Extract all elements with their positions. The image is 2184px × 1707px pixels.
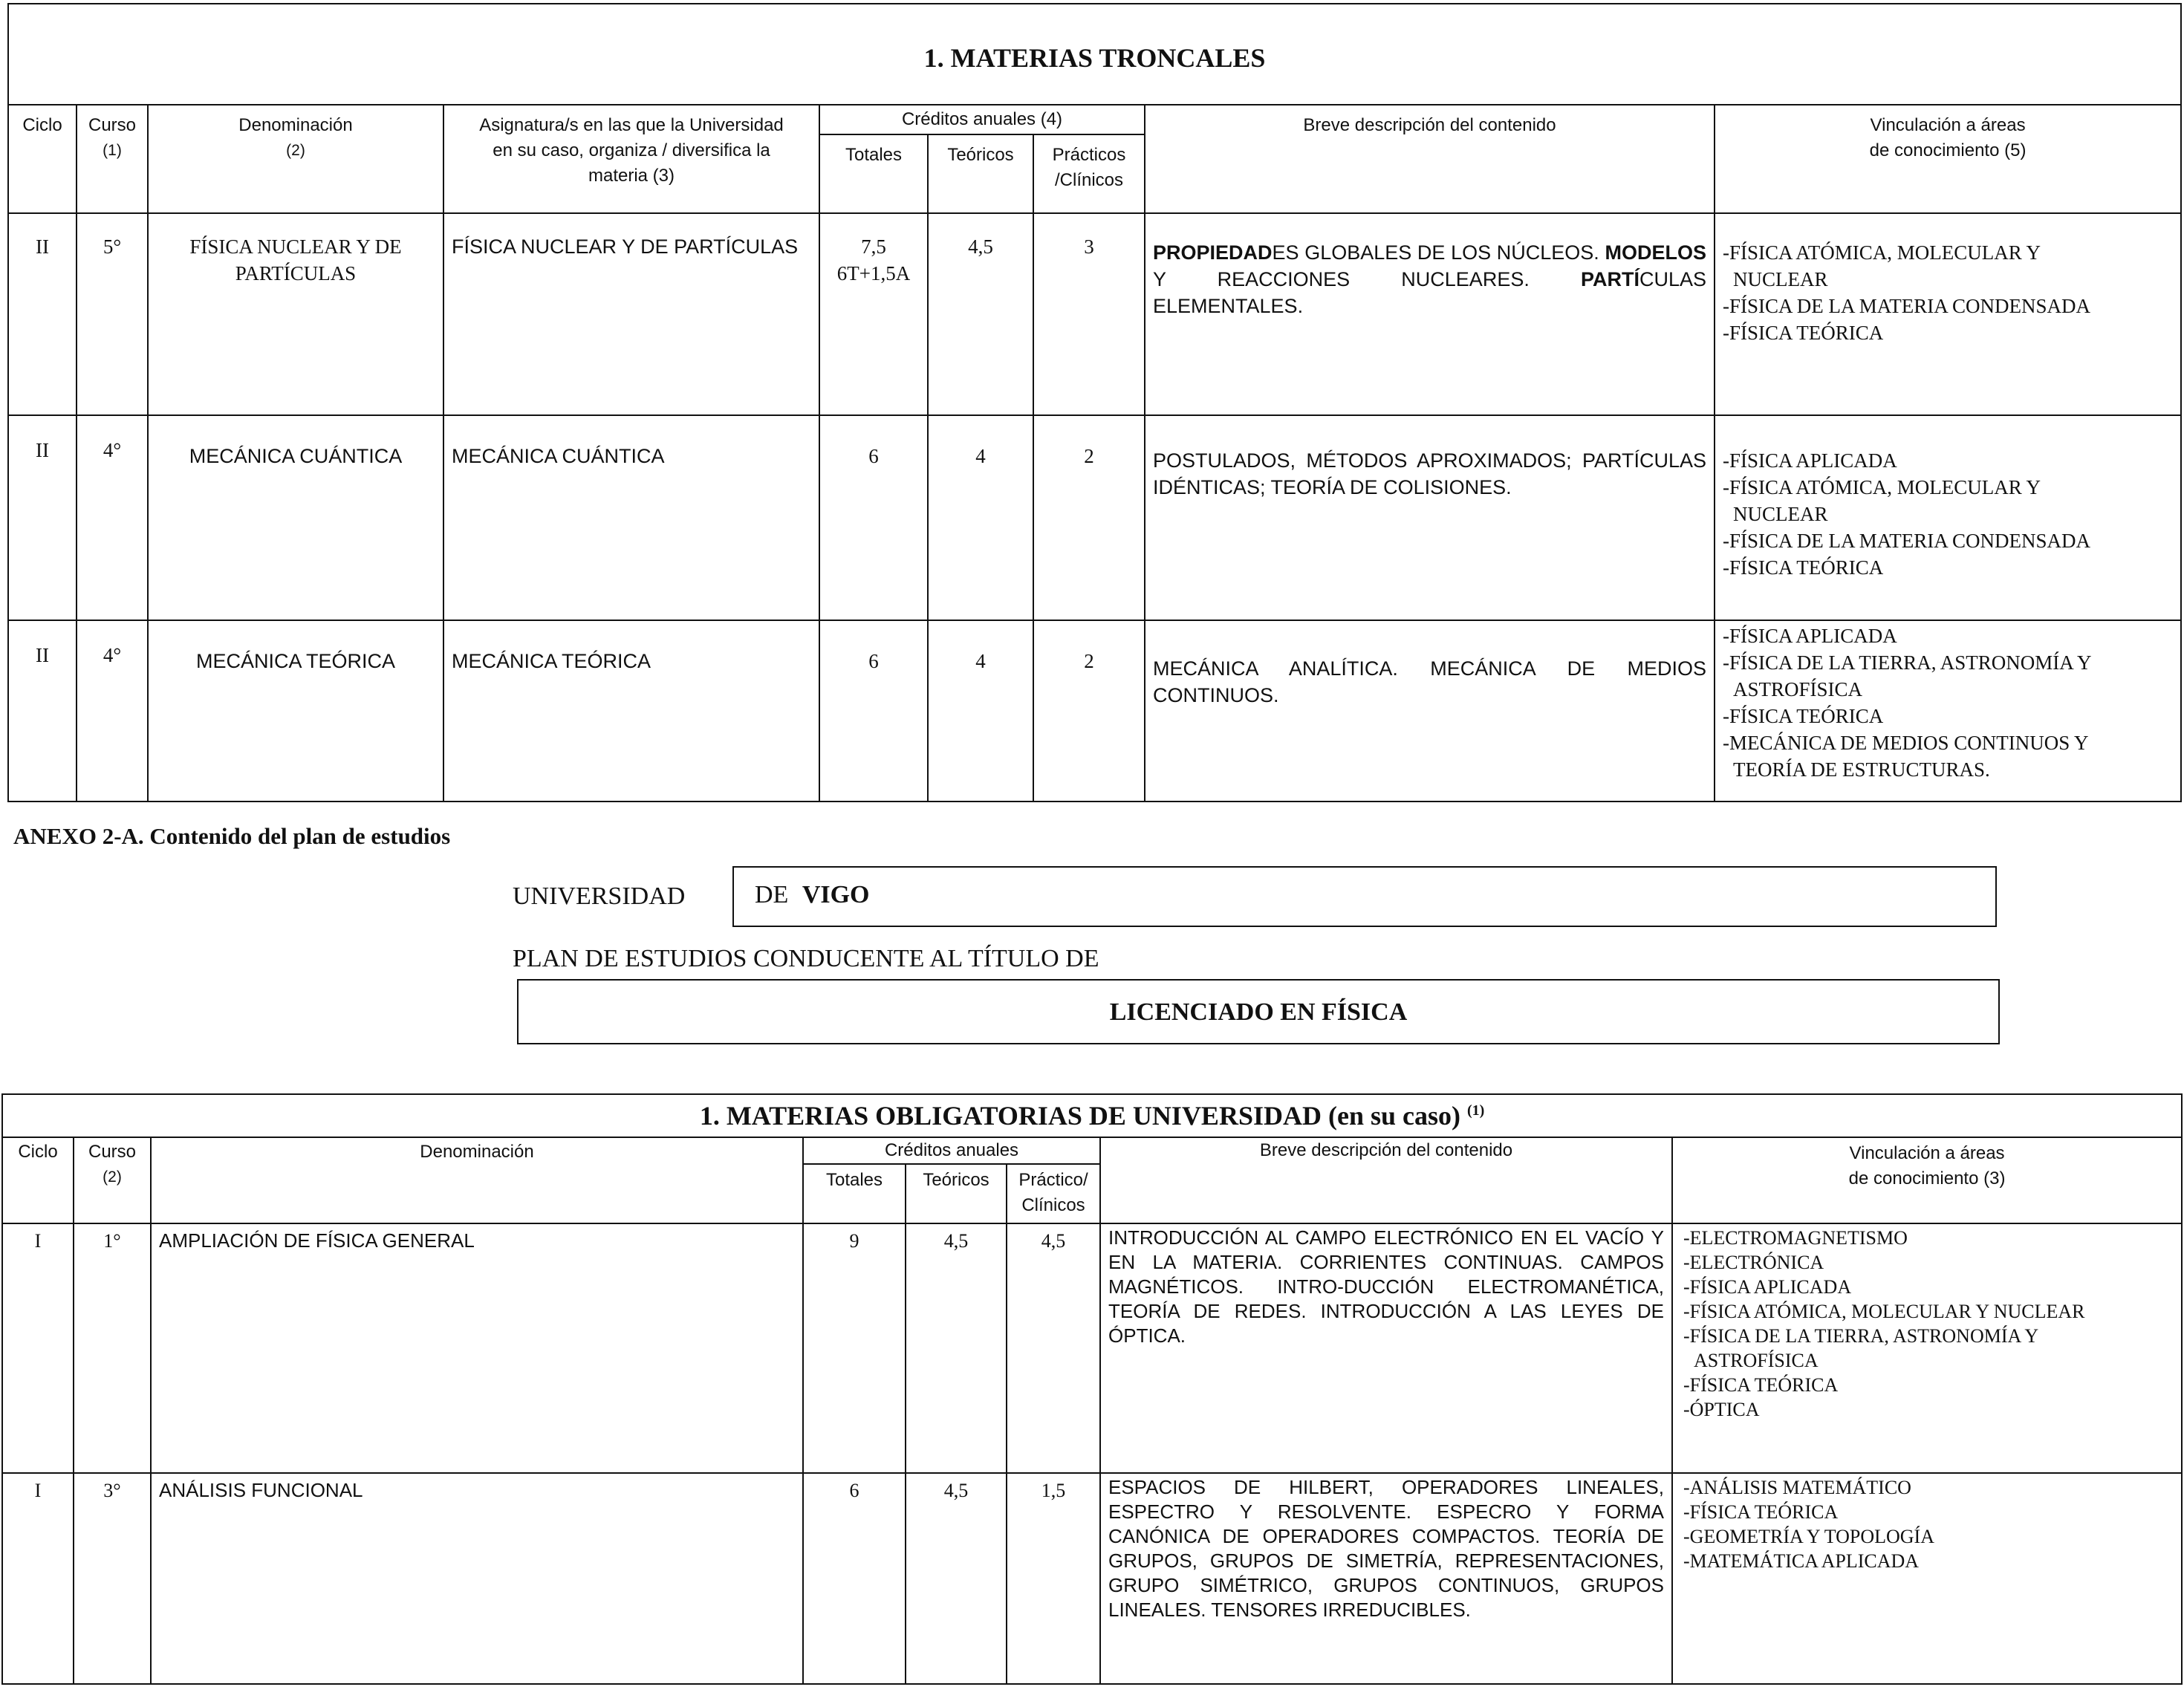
area-item: -ELECTROMAGNETISMO [1683,1227,1908,1249]
area-item: -ÓPTICA [1683,1399,1760,1420]
cell-totales: 9 [803,1223,906,1473]
area-item: TEORÍA DE ESTRUCTURAS. [1733,758,1990,781]
area-item: -FÍSICA APLICADA [1723,449,1897,472]
cell-curso: 3° [74,1473,151,1684]
cell-curso: 4° [77,415,148,620]
header-practicos: Práctico/ Clínicos [1007,1164,1100,1223]
cell-curso: 4° [77,620,148,802]
area-item: NUCLEAR [1733,503,1828,525]
cell-teoricos: 4 [928,620,1033,802]
area-item: -FÍSICA APLICADA [1683,1276,1852,1298]
header-curso: Curso (2) [74,1137,151,1223]
cell-areas [1715,620,2181,802]
cell-teoricos: 4,5 [928,213,1033,415]
cell-denominacion: AMPLIACIÓN DE FÍSICA GENERAL [151,1223,803,1473]
obligatorias-table [1,1093,2183,1685]
universidad-label: UNIVERSIDAD [513,882,686,910]
cell-practicos: 1,5 [1007,1473,1100,1684]
header-creditos: Créditos anuales (4) [819,105,1145,134]
cell-areas [1715,415,2181,620]
header-totales: Totales [819,134,928,213]
area-item: -FÍSICA TEÓRICA [1723,705,1884,727]
area-item: -GEOMETRÍA Y TOPOLOGÍA [1683,1526,1934,1547]
cell-totales: 6 [803,1473,906,1684]
area-item: -MECÁNICA DE MEDIOS CONTINUOS Y [1723,732,2089,754]
area-item: -FÍSICA TEÓRICA [1723,322,1884,344]
header-vinculacion: Vinculación a áreas de conocimiento (3) [1672,1137,2182,1223]
obligatorias-title: 1. MATERIAS OBLIGATORIAS DE UNIVERSIDAD (en su caso) $^{(1)}$ [2,1094,2182,1137]
cell-descripcion: POSTULADOS, MÉTODOS APROXIMADOS; PARTÍCULAS IDÉNTICAS; TEORÍA DE COLISIONES. [1145,415,1715,620]
area-item: -MATEMÁTICA APLICADA [1683,1550,1920,1572]
cell-totales: 7,5 6T+1,5A [819,213,928,415]
cell-ciclo: I [2,1223,74,1473]
cell-ciclo: II [8,415,77,620]
cell-areas [1672,1473,2182,1684]
troncales-table [7,3,2182,802]
universidad-box [732,866,1997,927]
anexo-heading: ANEXO 2-A. Contenido del plan de estudios [13,823,451,849]
header-ciclo: Ciclo [8,105,77,213]
cell-teoricos: 4,5 [906,1223,1007,1473]
cell-denominacion: ANÁLISIS FUNCIONAL [151,1473,803,1684]
area-item: ASTROFÍSICA [1733,678,1863,700]
area-item: -FÍSICA TEÓRICA [1723,556,1884,579]
area-item: -FÍSICA ATÓMICA, MOLECULAR Y [1723,241,2041,264]
table-row [8,620,2181,802]
table-row [8,415,2181,620]
cell-curso: 5° [77,213,148,415]
cell-descripcion: ESPACIOS DE HILBERT, OPERADORES LINEALES, ESPECTRO Y RESOLVENTE. ESPECRO Y FORMA CANÓNICA DE OPERADORES COMPACTOS. TEORÍA DE GRUPOS, GRUPOS DE SIMETRÍA, REPRESENTACIONES, GRUPO SIMÉTRICO, GRUPOS CONTINUOS, GRUPOS LINEALES. TENSORES IRREDUCIBLES. [1100,1473,1672,1684]
header-teoricos: Teóricos [906,1164,1007,1223]
cell-denominacion: FÍSICA NUCLEAR Y DE PARTÍCULAS [148,213,443,415]
troncales-title: 1. MATERIAS TRONCALES [8,4,2181,105]
cell-areas [1715,213,2181,415]
cell-denominacion: MECÁNICA CUÁNTICA [148,415,443,620]
area-item: -FÍSICA TEÓRICA [1683,1374,1839,1396]
cell-descripcion: MECÁNICA ANALÍTICA. MECÁNICA DE MEDIOS CONTINUOS. [1145,620,1715,802]
cell-ciclo: II [8,620,77,802]
area-item: -FÍSICA DE LA TIERRA, ASTRONOMÍA Y [1723,651,2092,674]
cell-asignatura: FÍSICA NUCLEAR Y DE PARTÍCULAS [443,213,819,415]
area-item: -FÍSICA APLICADA [1723,625,1897,647]
header-teoricos: Teóricos [928,134,1033,213]
cell-practicos: 3 [1033,213,1145,415]
cell-ciclo: I [2,1473,74,1684]
cell-descripcion: PROPIEDADES GLOBALES DE LOS NÚCLEOS. MODELOS Y REACCIONES NUCLEARES. PARTÍCULAS ELEMENTALES. [1145,213,1715,415]
header-asignatura: Asignatura/s en las que la Universidad en su caso, organiza / diversifica la materia (3) [443,105,819,213]
universidad-prefix: DE [755,881,789,908]
cell-asignatura: MECÁNICA TEÓRICA [443,620,819,802]
cell-curso: 1° [74,1223,151,1473]
cell-totales: 6 [819,620,928,802]
header-totales: Totales [803,1164,906,1223]
cell-totales: 6 [819,415,928,620]
area-item: -FÍSICA TEÓRICA [1683,1501,1839,1523]
cell-practicos: 2 [1033,415,1145,620]
titulo-box: LICENCIADO EN FÍSICA [517,979,2000,1044]
cell-descripcion: INTRODUCCIÓN AL CAMPO ELECTRÓNICO EN EL VACÍO Y EN LA MATERIA. CORRIENTES CONTINUAS. CAMPOS MAGNÉTICOS. INTRO-DUCCIÓN ELECTROMANÉTICA, TEORÍA DE REDES. INTRODUCCIÓN A LAS LEYES DE ÓPTICA. [1100,1223,1672,1473]
area-item: -FÍSICA ATÓMICA, MOLECULAR Y NUCLEAR [1683,1301,2085,1322]
cell-teoricos: 4 [928,415,1033,620]
area-item: -ELECTRÓNICA [1683,1252,1824,1273]
cell-asignatura: MECÁNICA CUÁNTICA [443,415,819,620]
cell-denominacion: MECÁNICA TEÓRICA [148,620,443,802]
cell-areas [1672,1223,2182,1473]
header-curso: Curso (1) [77,105,148,213]
plan-label: PLAN DE ESTUDIOS CONDUCENTE AL TÍTULO DE [513,945,1099,972]
table-row [2,1473,2182,1684]
cell-teoricos: 4,5 [906,1473,1007,1684]
header-descripcion: Breve descripción del contenido [1100,1137,1672,1223]
universidad-name: VIGO [802,881,870,908]
header-ciclo: Ciclo [2,1137,74,1223]
header-vinculacion: Vinculación a áreas de conocimiento (5) [1715,105,2181,213]
area-item: -FÍSICA DE LA MATERIA CONDENSADA [1723,295,2091,317]
area-item: ASTROFÍSICA [1694,1350,1819,1371]
header-creditos: Créditos anuales [803,1137,1100,1164]
area-item: -FÍSICA ATÓMICA, MOLECULAR Y [1723,476,2041,498]
header-denominacion: Denominación [151,1137,803,1223]
table-row [2,1223,2182,1473]
cell-practicos: 4,5 [1007,1223,1100,1473]
cell-ciclo: II [8,213,77,415]
header-practicos: Prácticos /Clínicos [1033,134,1145,213]
area-item: -FÍSICA DE LA TIERRA, ASTRONOMÍA Y [1683,1325,2039,1347]
cell-practicos: 2 [1033,620,1145,802]
header-descripcion: Breve descripción del contenido [1145,105,1715,213]
area-item: -FÍSICA DE LA MATERIA CONDENSADA [1723,530,2091,552]
header-denominacion: Denominación (2) [148,105,443,213]
area-item: NUCLEAR [1733,268,1828,290]
area-item: -ANÁLISIS MATEMÁTICO [1683,1477,1911,1498]
table-row [8,213,2181,415]
